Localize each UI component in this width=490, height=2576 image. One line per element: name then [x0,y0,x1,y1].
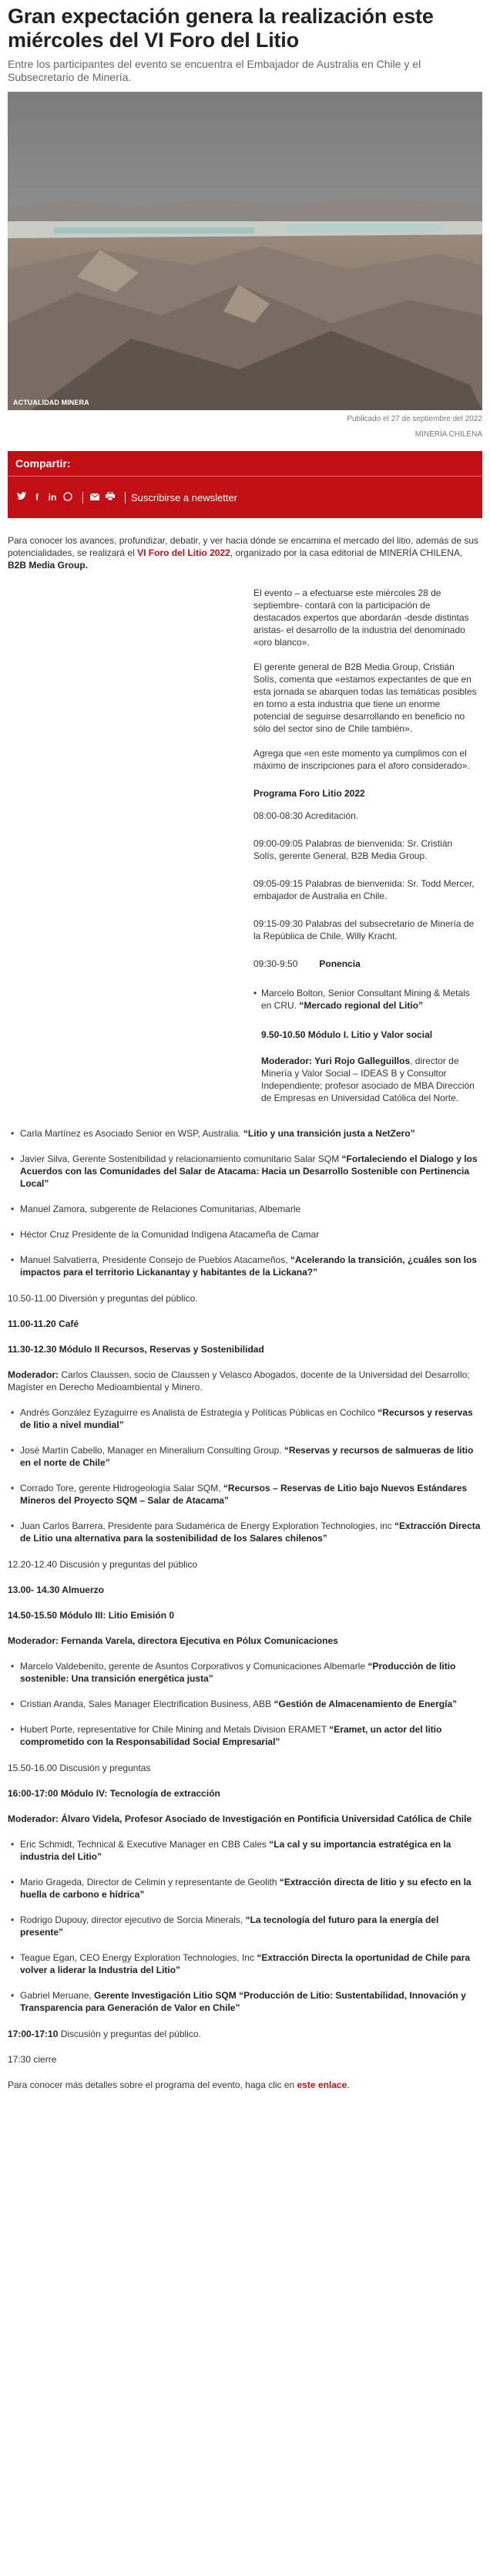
schedule-item: 13.00- 14.30 Almuerzo [8,1584,104,1595]
bullet-icon: • [11,1990,15,2001]
schedule-item: 09:05-09:15 Palabras de bienvenida: Sr. Todd Mercer, embajador de Australia en Chile. [253,878,475,901]
bullet-icon: • [11,1877,15,1887]
moderator: Moderador: Álvaro Videla, Profesor Asociado de Investigación en Pontificia Universidad Católica de Chile [8,1813,472,1824]
schedule-item: 09:30-9:50 Ponencia [253,958,361,969]
share-heading: Compartir: [8,451,482,476]
hero-image [8,92,482,410]
bullet-icon: • [11,1724,15,1735]
image-caption: ACTUALIDAD MINERA [13,399,89,406]
bullet-icon: • [11,1520,15,1531]
twitter-icon[interactable] [15,492,28,503]
program-column [253,587,477,1104]
share-toolbar [8,476,482,518]
schedule-item: 11.00-11.20 Café [8,1318,79,1329]
schedule-item: 10.50-11.00 Diversión y preguntas del público. [8,1293,198,1304]
moderator: Moderador: Yuri Rojo Galleguillos, director de Minería y Valor Social – IDEAS B y Consultor Independiente; profesor asociado de MBA Dirección de Empresas en Universidad Católica del Norte. [261,1056,475,1103]
schedule-item: 15.50-16.00 Discusión y preguntas [8,1763,151,1773]
list-item: • Marcelo Bolton, Senior Consultant Mining & Metals en CRU. “Mercado regional del Litio” [253,988,470,1011]
list-item: • Hubert Porte, representative for Chile Mining and Metals Division ERAMET “Eramet, un actor del litio comprometido con la Responsabilidad Social Empresarial” [8,1723,482,1748]
source-label: MINERÍA CHILENA [414,430,482,439]
list-item: • Rodrigo Dupouy, director ejecutivo de Sorcia Minerals, “La tecnología del futuro para la energía del presente” [8,1914,482,1938]
bullet-icon: • [11,1661,15,1672]
list-item: • Marcelo Valdebenito, gerente de Asuntos Corporativos y Comunicaciones Albemarle “Producción de litio sostenible: Una transición energética justa” [8,1660,482,1685]
email-icon[interactable] [89,492,101,503]
newsletter-link[interactable]: Suscribirse a newsletter [131,491,237,503]
list-item: • Eric Schmidt, Technical & Executive Manager en CBB Cales “La cal y su importancia estratégica en la industria del Litio” [8,1838,482,1863]
salt-flat-photo [8,92,482,410]
bullet-icon: • [11,1699,15,1709]
bullet-icon: • [11,1229,15,1240]
schedule-item: 08:00-08:30 Acreditación. [253,810,359,821]
module-heading: 11.30-12.30 Módulo II Recursos, Reservas y Sostenibilidad [8,1344,264,1355]
whatsapp-icon[interactable] [62,492,74,503]
list-item: • Javier Silva, Gerente Sostenibilidad y relacionamiento comunitario Salar SQM “Fortaleciendo el Dialogo y los Acuerdos con las Comunidades del Salar de Atacama: Hacia un Desarrollo Sostenible con Pertinencia Local” [8,1153,482,1190]
bullet-icon: • [11,1407,15,1418]
schedule-item: 17:00-17:10 Discusión y preguntas del público. [8,2029,201,2039]
schedule-item: 12.20-12.40 Discusión y preguntas del público [8,1559,198,1570]
list-item: • Carla Martínez es Asociado Senior en WSP, Australia. “Litio y una transición justa a NetZero” [8,1127,482,1140]
list-item: • Cristian Aranda, Sales Manager Electrification Business, ABB “Gestión de Almacenamiento de Energía” [8,1698,482,1710]
share-box [8,451,482,518]
paragraph: Agrega que «en este momento ya cumplimos con el máximo de inscripciones para el aforo considerado». [253,748,470,771]
list-item: • José Martín Cabello, Manager en Mineralium Consulting Group. “Reservas y recursos de salmueras de litio en el norte de Chile” [8,1444,482,1469]
program-link[interactable]: este enlace [297,2079,347,2090]
list-item: • Héctor Cruz Presidente de la Comunidad Indígena Atacameña de Camar [8,1228,482,1241]
bullet-icon: • [11,1445,15,1456]
paragraph: El evento – a efectuarse este miércoles 28 de septiembre- contará con la participación de destacados expertos que abordarán -desde distintas aristas- el desarrollo de la industria del denominado «oro blanco». [253,588,469,648]
bullet-icon: • [11,1839,15,1850]
module-heading: 9.50-10.50 Módulo I. Litio y Valor social [261,1029,433,1040]
list-item: • Mario Grageda, Director de Celimin y representante de Geolith “Extracción directa de litio y su efecto en la huella de carbono e hídrica” [8,1876,482,1901]
article-meta [8,414,482,439]
bullet-icon: • [253,988,257,998]
speaker-list [8,1127,482,1278]
forum-name-highlight: VI Foro del Litio 2022 [137,547,230,558]
schedule-item: 09:15-09:30 Palabras del subsecretario de Minería de la República de Chile, Willy Kracht. [253,918,475,941]
list-item: • Andrés González Eyzaguirre es Analista de Estrategia y Políticas Públicas en Cochilco “Recursos y reservas de litio a nivel mundial” [8,1406,482,1431]
paragraph: El gerente general de B2B Media Group, Cristián Solís, comenta que «estamos expectantes de que en esta jornada se abarquen todas las temáticas posibles en torno a esta industria que tiene un enorme potencial de seguirse desarrollando en beneficio no sólo del sector sino de Chile también». [253,662,477,734]
program-full [8,1127,482,2091]
intro-paragraph: Para conocer los avances, profundizar, debatir, y ver hacia dónde se encamina el mercado del litio, además de sus potencialidades, se realizará el VI Foro del Litio 2022, organizado por la casa editorial de MINERÍA CHILENA, B2B Media Group. [8,535,479,571]
list-item: • Juan Carlos Barrera, Presidente para Sudamérica de Energy Exploration Technologies, inc “Extracción Directa de Litio una alternativa para la sostenibilidad de los Salares chilenos” [8,1520,482,1544]
list-item: • Corrado Tore, gerente Hidrogeología Salar SQM, “Recursos – Reservas de Litio bajo Nuevos Estándares Mineros del Proyecto SQM – Salar de Atacama” [8,1482,482,1507]
speaker-list [8,1660,482,1748]
list-item: • Teague Egan, CEO Energy Exploration Technologies, Inc “Extracción Directa la oportunidad de Chile para volver a liderar la Industria del Litio” [8,1951,482,1976]
bullet-icon: • [11,1483,15,1493]
program-title: Programa Foro Litio 2022 [253,788,365,799]
bullet-icon: • [11,1204,15,1214]
module-heading: 14.50-15.50 Módulo III: Litio Emisión 0 [8,1610,175,1621]
divider [125,492,126,503]
facebook-icon[interactable]: f [35,492,39,503]
bullet-icon: • [11,1914,15,1925]
speaker-list [8,1406,482,1544]
closing-paragraph: Para conocer más detalles sobre el programa del evento, haga clic en este enlace. [8,2079,350,2090]
schedule-item: 17:30 cierre [8,2054,57,2065]
speaker-list [8,1838,482,2014]
bullet-icon: • [11,1128,15,1139]
article-subtitle: Entre los participantes del evento se encuentra el Embajador de Australia en Chile y el Subsecretario de Minería. [8,58,421,83]
moderator: Moderador: Carlos Claussen, socio de Claussen y Velasco Abogados, docente de la Universidad del Desarrollo; Magíster en Derecho Medioambiental y Minero. [8,1369,470,1392]
bullet-icon: • [11,1153,15,1164]
list-item: • Manuel Salvatierra, Presidente Consejo de Pueblos Atacameños, “Acelerando la transición, ¿cuáles son los impactos para el territorio Lickanantay y habitantes de la Lickana?” [8,1254,482,1278]
linkedin-icon[interactable]: in [48,492,57,503]
print-icon[interactable] [104,492,116,503]
moderator: Moderador: Fernanda Varela, directora Ejecutiva en Pólux Comunicaciones [8,1635,338,1646]
published-date: Publicado el 27 de septiembre del 2022 [347,415,482,423]
schedule-item: 09:00-09:05 Palabras de bienvenida: Sr. Cristián Solís, gerente General, B2B Media Group. [253,838,453,861]
bullet-icon: • [11,1952,15,1963]
module-heading: 16:00-17:00 Módulo IV: Tecnología de extracción [8,1788,220,1799]
page-title: Gran expectación genera la realización este miércoles del VI Foro del Litio [8,5,434,52]
publisher-name: B2B Media Group. [8,560,89,571]
list-item: • Manuel Zamora, subgerente de Relaciones Comunitarias, Albemarle [8,1203,482,1215]
divider [82,492,83,503]
list-item: • Gabriel Meruane, Gerente Investigación Litio SQM “Producción de Litio: Sustentabilidad, Innovación y Transparencia para Generación de Valor en Chile” [8,1989,482,2014]
bullet-icon: • [11,1254,15,1265]
